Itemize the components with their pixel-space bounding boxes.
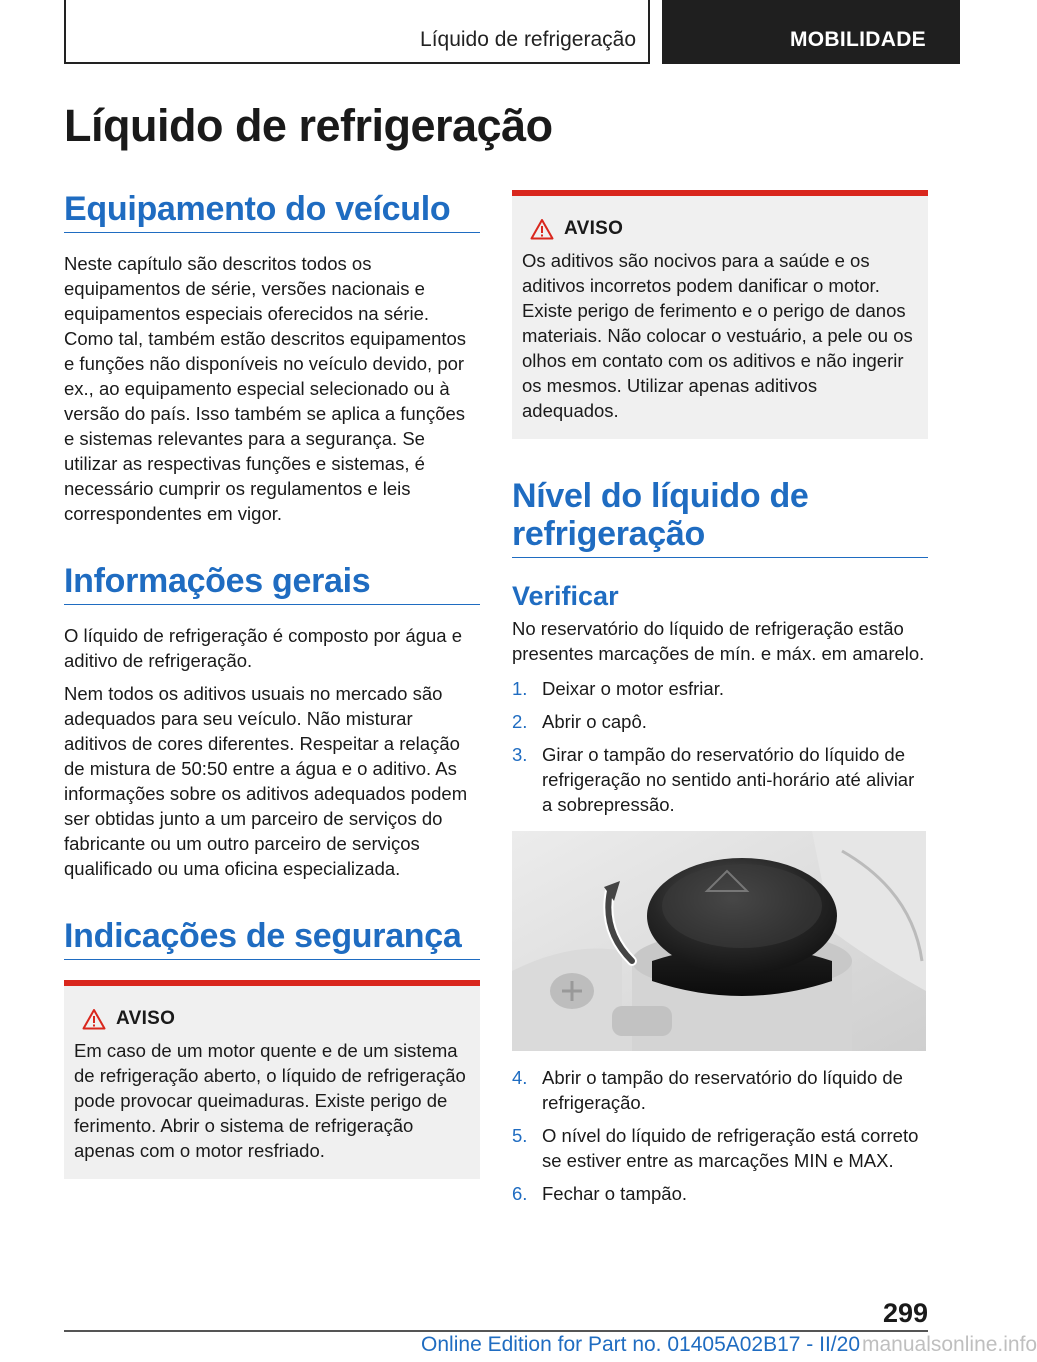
section-safety: [64, 917, 480, 1179]
step-number: 4.: [512, 1067, 528, 1088]
step-text: O nível do líquido de refrigeração está correto se estiver entre as marcações MIN e MAX.: [542, 1125, 919, 1171]
right-column: [512, 190, 928, 1214]
coolant-cap-photo: [512, 831, 926, 1051]
step-number: 2.: [512, 711, 528, 732]
warning-label: AVISO: [564, 218, 624, 239]
section-heading: Nível do líquido de refrigeração: [512, 477, 928, 558]
step-item: [512, 1181, 928, 1206]
section-coolant-level: [512, 477, 928, 1206]
step-number: 3.: [512, 744, 528, 765]
header-border-right: [648, 0, 650, 64]
step-number: 5.: [512, 1125, 528, 1146]
step-item: [512, 1123, 928, 1173]
section-general-info: [64, 562, 480, 881]
warning-text: Os aditivos são nocivos para a saúde e os aditivos incorretos podem danificar o motor. Existe perigo de ferimento e o perigo de danos materiais. Não colocar o vestuário, a pele ou os olhos em contato com os aditivos e não ingerir os mesmos. Utilizar apenas aditivos adequados.: [522, 250, 913, 421]
warning-label: AVISO: [116, 1008, 176, 1029]
page-number: 299: [882, 1298, 928, 1328]
section-body: O líquido de refrigeração é composto por água e aditivo de refrigeração.: [64, 625, 462, 671]
warning-text: Em caso de um motor quente e de um sistema de refrigeração aberto, o líquido de refrigeração pode provocar queimaduras. Existe perigo de ferimento. Abrir o sistema de refrigeração apenas com o motor resfriado.: [74, 1040, 466, 1161]
section-heading: Indicações de segurança: [64, 917, 480, 960]
footer-divider: [64, 1330, 928, 1332]
edition-info: Online Edition for Part no. 01405A02B17 - II/20: [421, 1333, 860, 1356]
step-item: [512, 1065, 928, 1115]
step-item: [512, 709, 928, 734]
header-section-title: Líquido de refrigeração: [420, 28, 636, 51]
step-text: Girar o tampão do reservatório do líquido de refrigeração no sentido anti-horário até aliviar a sobrepressão.: [542, 744, 915, 815]
section-heading: Informações gerais: [64, 562, 480, 605]
warning-box: [512, 190, 928, 439]
step-text: Fechar o tampão.: [542, 1183, 687, 1204]
page-title: Líquido de refrigeração: [64, 100, 553, 151]
section-body: Neste capítulo são descritos todos os equipamentos de série, versões nacionais e equipamentos especiais oferecidos na série. Como tal, também estão descritos equipamentos e funções não disponíveis no veículo devido, por ex., ao equipamento especial selecionado ou à versão do país. Isso também se aplica a funções e sistemas relevantes para a segurança. Se utilizar as respectivas funções e sistemas, é necessário cumprir os regulamentos e leis correspondentes em vigor.: [64, 253, 467, 524]
section-body: Nem todos os aditivos usuais no mercado são adequados para seu veículo. Não misturar aditivos de cores diferentes. Respeitar a relação de mistura de 50:50 entre a água e o aditivo. As informações sobre os aditivos adequados podem ser obtidas junto a um parceiro de serviços do fabricante ou um outro parceiro de serviços qualificado ou uma oficina especializada.: [64, 683, 468, 879]
header-border-bottom: [64, 62, 650, 64]
steps-list: [512, 676, 928, 817]
chapter-tab: [662, 0, 960, 64]
step-number: 6.: [512, 1183, 528, 1204]
warning-triangle-icon: [82, 1008, 106, 1030]
warning-box: [64, 980, 480, 1179]
left-column: [64, 190, 480, 1179]
coolant-reservoir-image: [512, 831, 926, 1051]
step-text: Abrir o capô.: [542, 711, 647, 732]
section-heading: Equipamento do veículo: [64, 190, 480, 233]
step-item: [512, 676, 928, 701]
header-border-left: [64, 0, 66, 64]
watermark: manualsonline.info: [862, 1333, 1037, 1356]
section-body: No reservatório do líquido de refrigeração estão presentes marcações de mín. e máx. em amarelo.: [512, 618, 925, 664]
section-vehicle-equipment: [64, 190, 480, 526]
chapter-tab-label: MOBILIDADE: [790, 28, 926, 51]
steps-list: [512, 1065, 928, 1206]
step-item: [512, 742, 928, 817]
warning-triangle-icon: [530, 218, 554, 240]
step-text: Deixar o motor esfriar.: [542, 678, 724, 699]
subsection-heading: Verificar: [512, 581, 619, 611]
step-number: 1.: [512, 678, 528, 699]
step-text: Abrir o tampão do reservatório do líquido de refrigeração.: [542, 1067, 903, 1113]
